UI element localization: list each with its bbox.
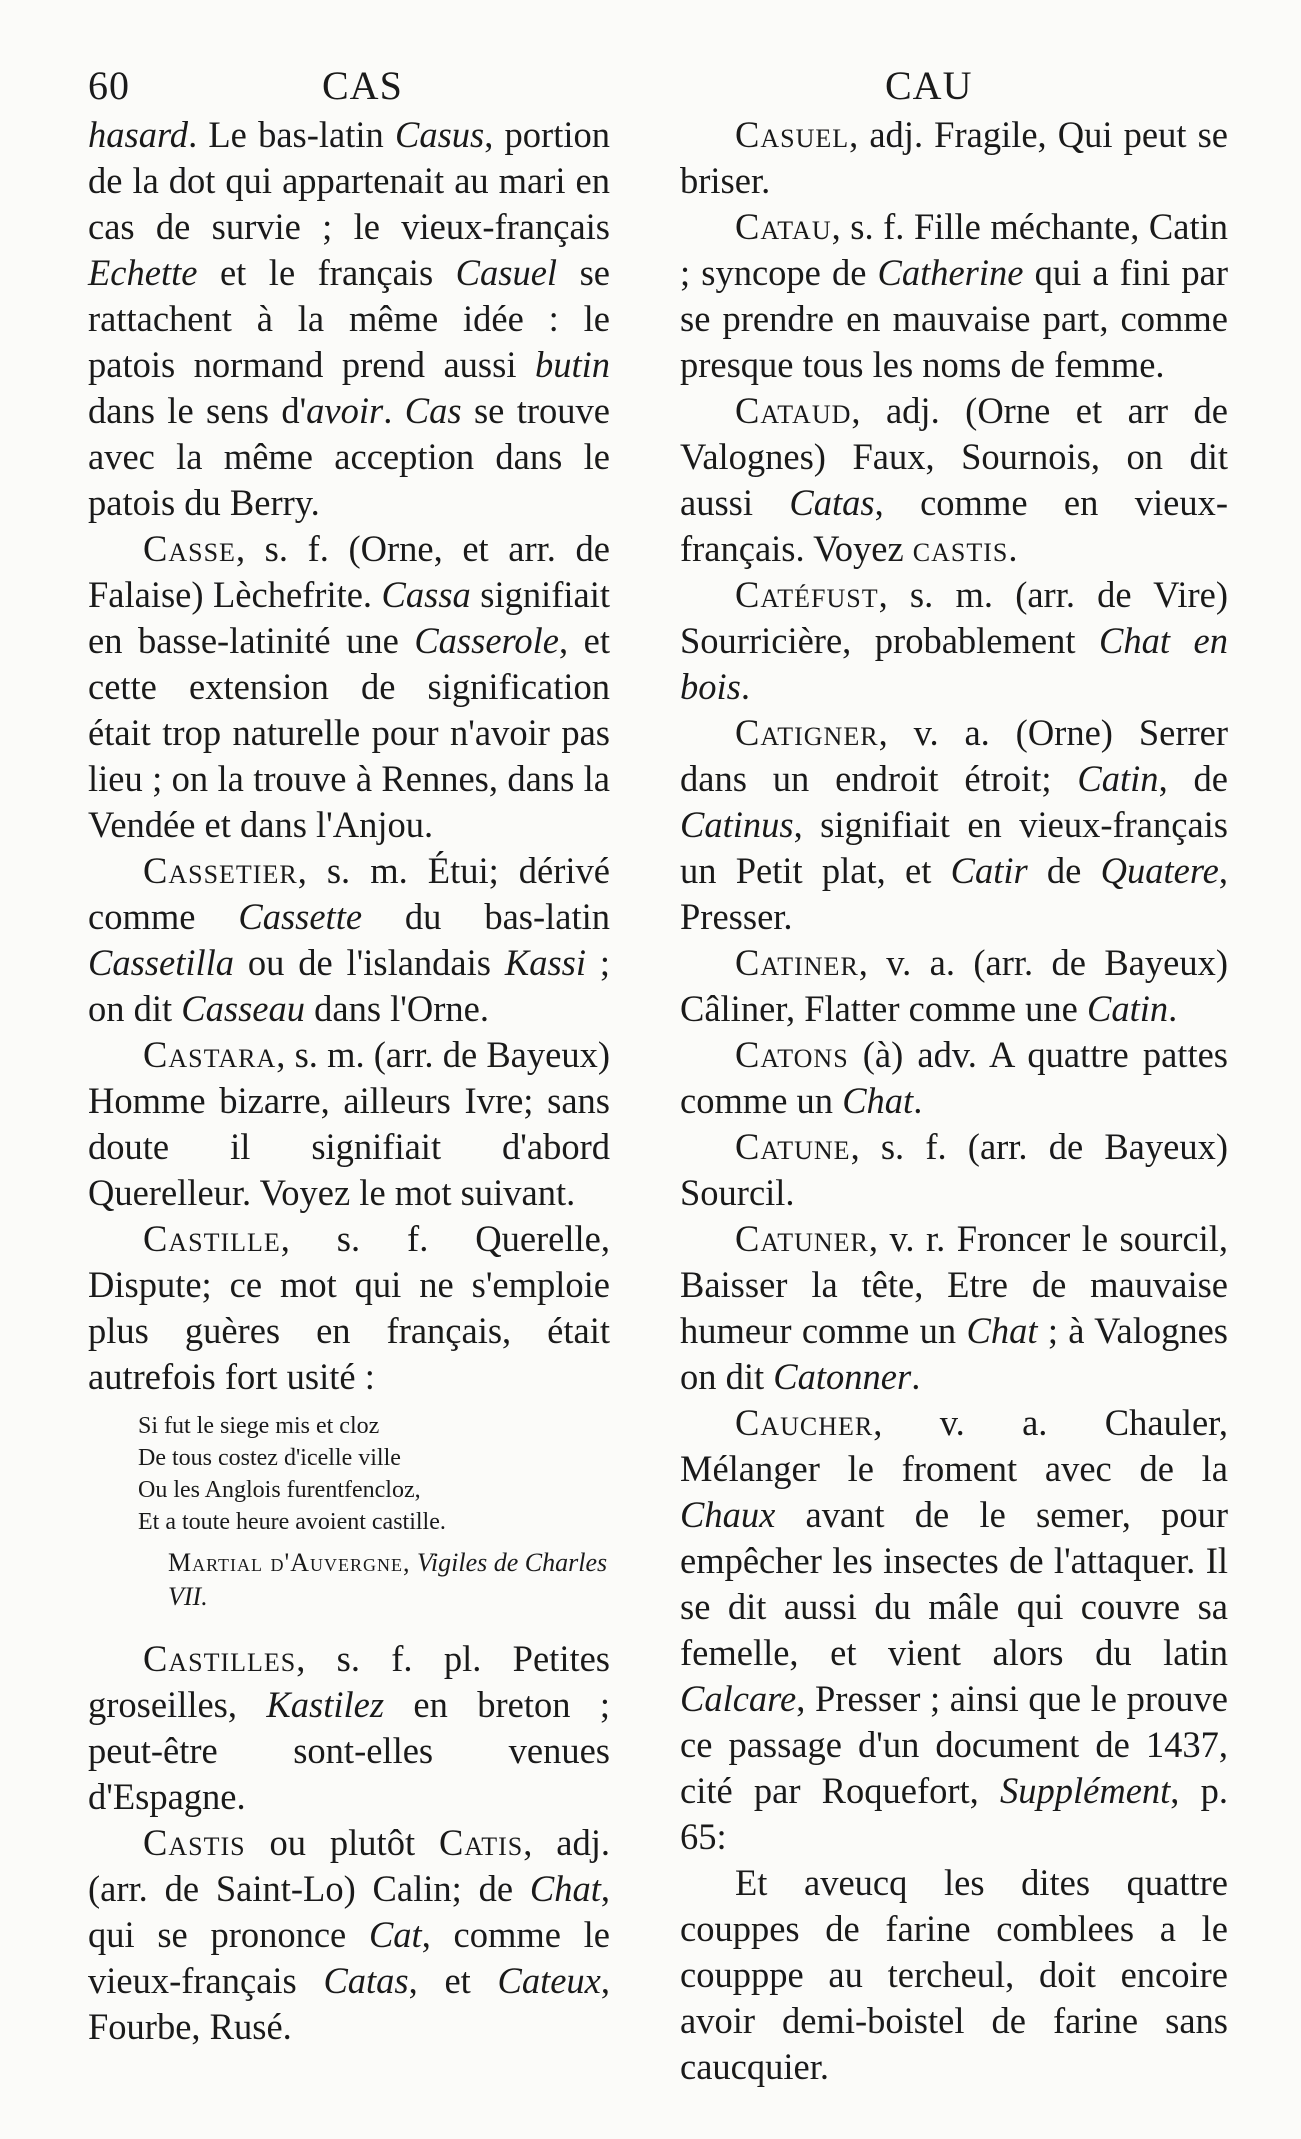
verse-line: Ou les Anglois furentfencloz, [138,1477,421,1503]
entry-catiner: Catiner, v. a. (arr. de Bayeux) Câliner, Flatter comme une Catin. [680,942,1228,1029]
headword: Castille [143,1218,281,1259]
verse-line: Si fut le siege mis et cloz [138,1413,380,1439]
entry-cataud: Cataud, adj. (Orne et arr de Valognes) Faux, Sournois, on dit aussi Catas, comme en vieux-français. Voyez castis. [680,390,1228,569]
running-head-left: CAS [322,63,403,108]
entry-cassetier: Cassetier, s. m. Étui; dérivé comme Cassette du bas-latin Cassetilla ou de l'islandais Kassi ; on dit Casseau dans l'Orne. [88,850,611,1029]
verse-quotation [138,1410,610,1538]
entry-catons: Catons (à) adv. A quattre pattes comme un Chat. [680,1034,1228,1121]
headword: Catau [735,206,832,247]
entry-catefust: Catéfust, s. m. (arr. de Vire) Sourricière, probablement Chat en bois. [680,574,1229,707]
headword: Castara [143,1034,277,1075]
headword: Catuner [735,1218,869,1259]
document-quotation: Et aveucq les dites quattre couppes de farine comblees a le coupppe au tercheul, doit encoire avoir demi-boistel de farine sans caucquier. [680,1862,1228,2087]
headword: Catiner [735,942,859,983]
entry-catigner: Catigner, v. a. (Orne) Serrer dans un endroit étroit; Catin, de Catinus, signifiait en vieux-français un Petit plat, et Catir de Quatere, Presser. [680,712,1229,937]
cross-reference: castis [912,528,1009,569]
headword: Castis [143,1822,246,1863]
headword: Catigner [735,712,879,753]
verse-line: Et a toute heure avoient castille. [138,1509,446,1535]
headword: Cataud [735,390,852,431]
entry-caucher: Caucher, v. a. Chauler, Mélanger le froment avec de la Chaux avant de le semer, pour empêcher les insectes de l'attaquer. Il se dit aussi du mâle qui couvre sa femelle, et vient alors du latin Calcare, Presser ; ainsi que le prouve ce passage d'un document de 1437, cité par Roquefort, Supplément, p. 65: [680,1402,1228,1857]
running-head-right: CAU [885,63,973,108]
headword: Castilles [143,1638,297,1679]
entry-castille: Castille, s. f. Querelle, Dispute; ce mot qui ne s'emploie plus guères en français, était autrefois fort usité : [88,1218,610,1397]
headword: Catons [735,1034,849,1075]
entry-hasard-continued: hasard. Le bas-latin Casus, portion de la dot qui appartenait au mari en cas de survie ; le vieux-français Echette et le français Casuel se rattachent à la même idée : le patois normand prend aussi butin dans le sens d'avoir. Cas se trouve avec la même acception dans le patois du Berry. [88,114,611,523]
headword: Cassetier [143,850,298,891]
entry-castis: Castis ou plutôt Catis, adj. (arr. de Saint-Lo) Calin; de Chat, qui se prononce Cat, comme le vieux-français Catas, et Cateux, Fourbe, Rusé. [88,1822,610,2047]
headword: Caucher [735,1402,874,1443]
verse-line: De tous costez d'icelle ville [138,1445,401,1471]
headword: Casse [143,528,236,569]
headword: Catéfust [735,574,879,615]
verse-attribution: Martial d'Auvergne, Vigiles de Charles VII. [168,1548,608,1611]
entry-casuel: Casuel, adj. Fragile, Qui peut se briser. [680,114,1228,201]
entry-catau: Catau, s. f. Fille méchante, Catin ; syncope de Catherine qui a fini par se prendre en mauvaise part, comme presque tous les noms de femme. [680,206,1229,385]
right-column [680,112,1228,2090]
entry-catuner: Catuner, v. r. Froncer le sourcil, Baisser la tête, Etre de mauvaise humeur comme un Chat ; à Valognes on dit Catonner. [680,1218,1228,1397]
headword: Catune [735,1126,851,1167]
entry-castara: Castara, s. m. (arr. de Bayeux) Homme bizarre, ailleurs Ivre; sans doute il signifiait d'abord Querelleur. Voyez le mot suivant. [88,1034,610,1213]
page-number: 60 [88,63,130,108]
entry-casse: Casse, s. f. (Orne, et arr. de Falaise) Lèchefrite. Cassa signifiait en basse-latinité une Casserole, et cette extension de signification était trop naturelle pour n'avoir pas lieu ; on la trouve à Rennes, dans la Vendée et dans l'Anjou. [88,528,610,845]
headword: Casuel [735,114,850,155]
entry-catune: Catune, s. f. (arr. de Bayeux) Sourcil. [680,1126,1228,1213]
left-column [88,112,610,2050]
entry-castilles: Castilles, s. f. pl. Petites groseilles, Kastilez en breton ; peut-être sont-elles venues d'Espagne. [88,1638,610,1817]
